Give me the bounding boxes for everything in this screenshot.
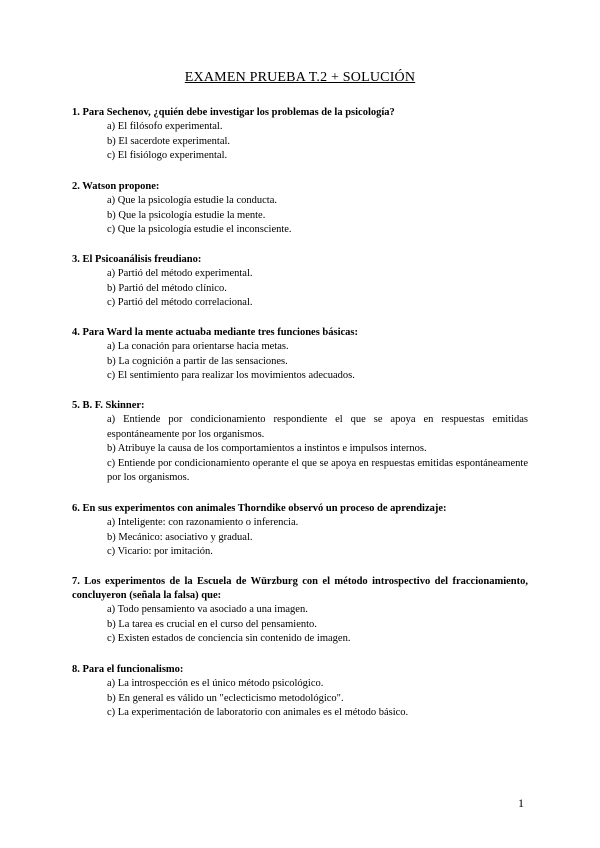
- option-b: b) En general es válido un "eclecticismo metodológico".: [107, 692, 344, 704]
- option-a: a) Entiende por condicionamiento respondiente el que se apoya en respuestas emitidas espontáneamente por los organismos.: [107, 414, 528, 440]
- option-b: b) La tarea es crucial en el curso del pensamiento.: [107, 618, 317, 630]
- question-text: 2. Watson propone:: [72, 181, 160, 192]
- option-a: a) Inteligente: con razonamiento o inferencia.: [107, 517, 299, 528]
- question-text: 4. Para Ward la mente actuaba mediante tres funciones básicas:: [72, 327, 359, 338]
- option-b: b) La cognición a partir de las sensaciones.: [107, 355, 288, 367]
- question-3: [72, 253, 528, 311]
- question-8: [72, 663, 528, 721]
- option-b: b) Mecánico: asociativo y gradual.: [107, 531, 253, 543]
- page-number: 1: [518, 796, 524, 810]
- question-4: [72, 326, 528, 384]
- question-text: 1. Para Sechenov, ¿quién debe investigar los problemas de la psicología?: [72, 107, 395, 118]
- question-text: 7. Los experimentos de la Escuela de Würzburg con el método introspectivo del fraccionamiento, concluyeron (señala la falsa) que:: [72, 576, 528, 601]
- question-text: 3. El Psicoanálisis freudiano:: [72, 254, 202, 265]
- option-b: b) Partió del método clínico.: [107, 282, 227, 294]
- option-a: a) La introspección es el único método psicológico.: [107, 678, 324, 689]
- option-c: c) Partió del método correlacional.: [107, 297, 253, 309]
- question-text: 5. B. F. Skinner:: [72, 400, 145, 411]
- option-c: c) Vicario: por imitación.: [107, 546, 213, 558]
- question-5: [72, 399, 528, 486]
- option-a: a) El filósofo experimental.: [107, 121, 223, 132]
- option-a: a) Que la psicología estudie la conducta.: [107, 195, 277, 206]
- option-b: b) Atribuye la causa de los comportamientos a instintos e impulsos internos.: [107, 443, 427, 455]
- option-a: a) Todo pensamiento va asociado a una imagen.: [107, 604, 308, 615]
- option-c: c) Que la psicología estudie el inconsciente.: [107, 224, 292, 236]
- option-c: c) El fisiólogo experimental.: [107, 150, 228, 162]
- option-b: b) El sacerdote experimental.: [107, 135, 231, 147]
- option-c: c) Entiende por condicionamiento operante el que se apoya en respuestas emitidas espontáneamente por los organismos.: [107, 457, 528, 484]
- option-c: c) Existen estados de conciencia sin contenido de imagen.: [107, 633, 351, 645]
- question-text: 6. En sus experimentos con animales Thorndike observó un proceso de aprendizaje:: [72, 503, 447, 514]
- question-2: [72, 180, 528, 238]
- question-6: [72, 502, 528, 560]
- question-1: [72, 106, 528, 164]
- question-7: [72, 575, 528, 647]
- option-b: b) Que la psicología estudie la mente.: [107, 209, 266, 221]
- page-title: EXAMEN PRUEBA T.2 + SOLUCIÓN: [184, 70, 416, 85]
- option-a: a) Partió del método experimental.: [107, 268, 253, 279]
- option-c: c) El sentimiento para realizar los movimientos adecuados.: [107, 370, 355, 382]
- option-c: c) La experimentación de laboratorio con animales es el método básico.: [107, 707, 409, 719]
- question-text: 8. Para el funcionalismo:: [72, 664, 184, 675]
- option-a: a) La conación para orientarse hacia metas.: [107, 341, 289, 352]
